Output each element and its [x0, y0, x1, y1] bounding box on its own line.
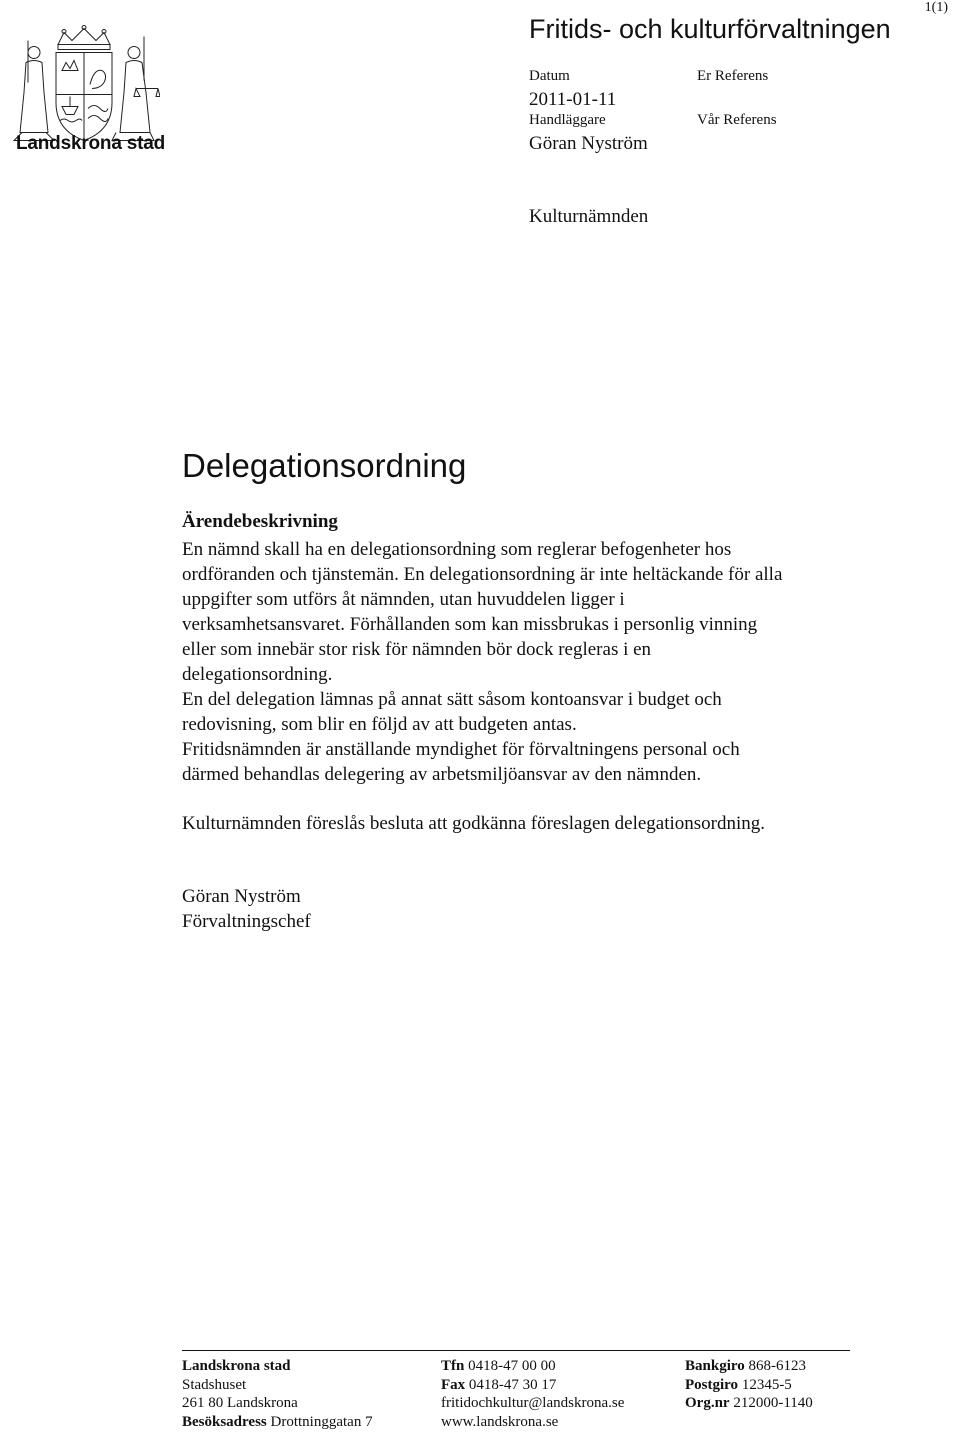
- body-line: En nämnd skall ha en delegationsordning som reglerar befogenheter hos: [182, 539, 732, 560]
- visit-label: Besöksadress: [182, 1413, 267, 1430]
- footer-postal: 261 80 Landskrona: [182, 1395, 298, 1411]
- body-line: Fritidsnämnden är anställande myndighet för förvaltningens personal och: [182, 739, 740, 760]
- postgiro-label: Postgiro: [685, 1376, 739, 1393]
- org-title: Fritids- och kulturförvaltningen: [529, 14, 891, 44]
- footer-phone: [441, 1357, 624, 1376]
- fax-value: 0418-47 30 17: [468, 1376, 557, 1393]
- datum-label: Datum: [529, 68, 570, 84]
- footer-orgnr: [685, 1394, 813, 1413]
- page-number: 1(1): [924, 0, 948, 15]
- signatory-title: Förvaltningschef: [182, 911, 311, 932]
- body-line: delegationsordning.: [182, 664, 333, 685]
- footer-org: Landskrona stad: [182, 1358, 291, 1374]
- signatory-name: Göran Nyström: [182, 886, 301, 907]
- body-line: eller som innebär stor risk för nämnden bör dock regleras i en: [182, 639, 652, 660]
- logo-wordmark: Landskrona stad: [16, 133, 166, 154]
- body-line: uppgifter som utförs åt nämnden, utan huvuddelen ligger i: [182, 589, 625, 610]
- var-referens-label: Vår Referens: [697, 112, 777, 128]
- footer-finance-column: [685, 1357, 813, 1413]
- body-line: därmed behandlas delegering av arbetsmiljöansvar av den nämnden.: [182, 764, 702, 785]
- footer-fax: [441, 1376, 624, 1395]
- fax-label: Fax: [441, 1376, 466, 1393]
- orgnr-label: Org.nr: [685, 1395, 730, 1411]
- section-heading: Ärendebeskrivning: [182, 511, 338, 532]
- footer-contact-column: [441, 1357, 624, 1431]
- datum-value: 2011-01-11: [529, 89, 617, 110]
- body-line: verksamhetsansvaret. Förhållanden som kan missbrukas i personlig vinning: [182, 614, 758, 635]
- footer-building: Stadshuset: [182, 1376, 247, 1393]
- footer-bankgiro: [685, 1357, 813, 1376]
- body-line: redovisning, som blir en följd av att budgeten antas.: [182, 714, 577, 735]
- tfn-value: 0418-47 00 00: [468, 1358, 556, 1374]
- bankgiro-label: Bankgiro: [685, 1358, 745, 1374]
- body-line: En del delegation lämnas på annat sätt såsom kontoansvar i budget och: [182, 689, 722, 710]
- orgnr-value: 212000-1140: [733, 1395, 813, 1411]
- postgiro-value: 12345-5: [741, 1376, 792, 1393]
- footer-visit-address: [182, 1413, 373, 1432]
- footer-address-column: [182, 1357, 373, 1431]
- document-title: Delegationsordning: [182, 447, 467, 484]
- footer-divider: [182, 1350, 850, 1351]
- tfn-label: Tfn: [441, 1358, 465, 1374]
- er-referens-label: Er Referens: [697, 68, 769, 84]
- body-line: ordföranden och tjänstemän. En delegationsordning är inte heltäckande för alla: [182, 564, 783, 585]
- footer-postgiro: [685, 1376, 813, 1395]
- visit-value: Drottninggatan 7: [270, 1413, 373, 1430]
- recipient: Kulturnämnden: [529, 206, 649, 227]
- decision-proposal: Kulturnämnden föreslås besluta att godkänna föreslagen delegationsordning.: [182, 813, 766, 834]
- footer-website[interactable]: www.landskrona.se: [441, 1413, 559, 1430]
- body-paragraph: [182, 537, 882, 787]
- footer-email[interactable]: fritidochkultur@landskrona.se: [441, 1395, 625, 1411]
- handlaggare-label: Handläggare: [529, 112, 606, 128]
- handlaggare-value: Göran Nyström: [529, 133, 648, 154]
- bankgiro-value: 868-6123: [748, 1358, 806, 1374]
